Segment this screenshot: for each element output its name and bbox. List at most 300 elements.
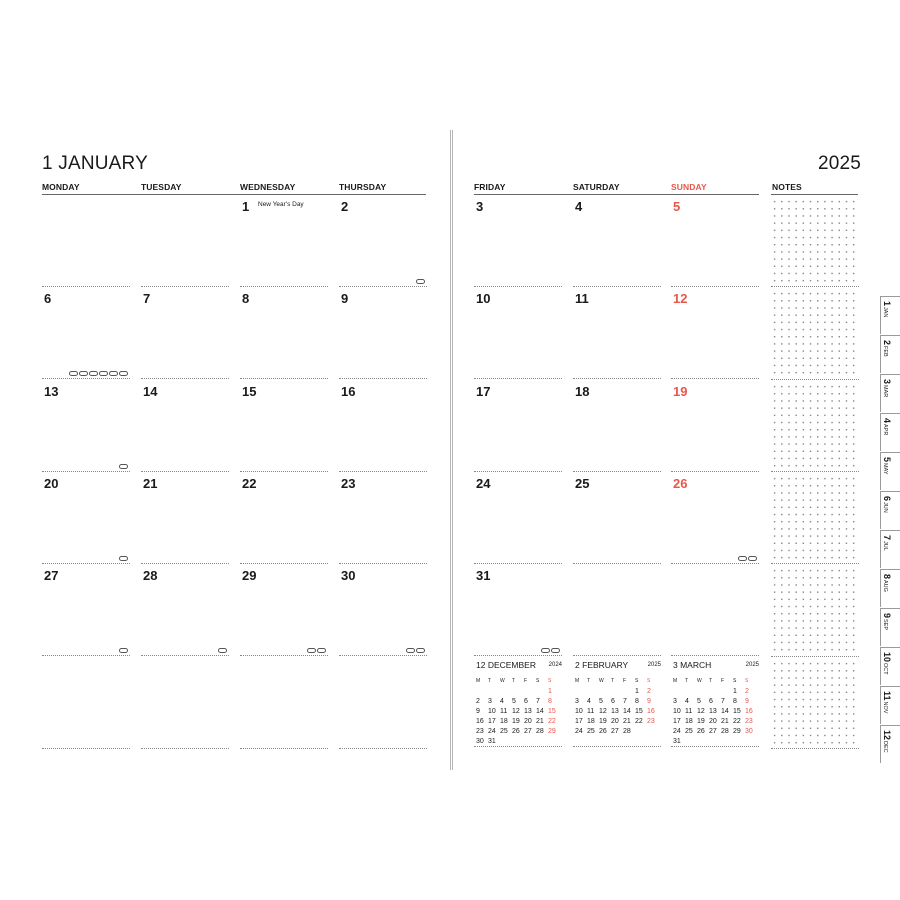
day-cell[interactable] — [240, 287, 328, 379]
moon-phase-icons — [416, 279, 425, 284]
mini-day: 25 — [685, 728, 693, 735]
mini-day: 9 — [647, 698, 651, 705]
month-tab-oct[interactable] — [880, 647, 900, 685]
moon-icon — [416, 279, 425, 284]
moon-phase-icons — [119, 648, 128, 653]
mini-weekday: T — [488, 678, 492, 684]
moon-phase-icons — [69, 371, 128, 376]
mini-day — [599, 688, 611, 697]
day-number: 30 — [341, 568, 356, 584]
cell-dotted-rule — [339, 748, 427, 749]
month-tab-dec[interactable] — [880, 725, 900, 763]
notes-dotted-rule — [771, 748, 859, 749]
moon-icon — [406, 648, 415, 653]
mini-day — [512, 688, 524, 697]
mini-day: 8 — [635, 698, 639, 705]
mini-day: 25 — [500, 728, 508, 735]
mini-day: 2 — [745, 688, 749, 695]
mini-day: 10 — [488, 708, 496, 715]
moon-icon — [317, 648, 326, 653]
month-tab-number: 10 — [882, 652, 892, 663]
mini-day: 6 — [611, 698, 615, 705]
day-cell[interactable] — [141, 657, 229, 749]
mini-day: 3 — [488, 698, 492, 705]
month-tab-label — [879, 730, 897, 753]
day-cell[interactable] — [671, 195, 759, 287]
day-cell[interactable] — [339, 287, 427, 379]
mini-dotted-rule — [474, 746, 562, 747]
mini-day: 5 — [599, 698, 603, 705]
mini-day: 18 — [500, 718, 508, 725]
moon-phase-icons — [541, 648, 560, 653]
mini-day: 26 — [599, 728, 607, 735]
moon-icon — [109, 371, 118, 376]
moon-icon — [69, 371, 78, 376]
mini-day: 16 — [745, 708, 753, 715]
day-cell[interactable] — [240, 195, 328, 287]
month-tab-label — [879, 574, 897, 592]
day-cell[interactable] — [474, 195, 562, 287]
day-cell[interactable] — [240, 657, 328, 749]
mini-day: 5 — [697, 698, 701, 705]
day-number: 4 — [575, 199, 583, 214]
month-tab-number: 3 — [882, 379, 892, 385]
mini-weekday: S — [647, 678, 651, 684]
day-cell[interactable] — [42, 287, 130, 379]
holiday-label: New Year's Day — [258, 201, 304, 208]
dayhead-wednesday: WEDNESDAY — [240, 182, 296, 192]
month-tab-label — [879, 535, 897, 551]
month-tab-month: AUG — [882, 580, 888, 592]
mini-weekday: S — [745, 678, 749, 684]
moon-icon — [738, 556, 747, 561]
mini-day — [536, 688, 548, 697]
day-cell[interactable] — [339, 195, 427, 287]
mini-day: 1 — [635, 688, 639, 695]
day-number: 3 — [476, 199, 484, 214]
mini-day: 30 — [476, 738, 484, 745]
month-title: 1 JANUARY — [42, 153, 148, 174]
mini-day: 21 — [721, 718, 729, 725]
day-cell[interactable] — [671, 564, 759, 656]
mini-day — [721, 688, 733, 697]
mini-day: 24 — [488, 728, 496, 735]
mini-day: 8 — [733, 698, 737, 705]
mini-weekday: M — [673, 678, 678, 684]
day-number: 28 — [143, 568, 158, 584]
mini-day — [697, 688, 709, 697]
mini-day — [500, 688, 512, 697]
moon-phase-icons — [307, 648, 326, 653]
day-number: 15 — [242, 383, 257, 399]
month-tab-jan[interactable] — [880, 296, 900, 334]
month-tab-month: JUL — [882, 541, 888, 551]
moon-phase-icons — [218, 648, 227, 653]
mini-day: 2 — [476, 698, 480, 705]
mini-day: 22 — [733, 718, 741, 725]
mini-day: 9 — [745, 698, 749, 705]
mini-day: 23 — [647, 718, 655, 725]
mini-weekday: T — [709, 678, 713, 684]
mini-day: 1 — [548, 688, 552, 695]
day-cell[interactable] — [573, 472, 661, 564]
mini-weekday: T — [587, 678, 591, 684]
mini-day: 16 — [647, 708, 655, 715]
mini-day: 22 — [635, 718, 643, 725]
month-tab-mar[interactable] — [880, 374, 900, 412]
day-number: 10 — [476, 291, 491, 307]
mini-day — [611, 688, 623, 697]
mini-day: 28 — [536, 728, 544, 735]
day-cell[interactable] — [339, 657, 427, 749]
mini-day: 28 — [623, 728, 631, 735]
day-number: 24 — [476, 475, 491, 491]
mini-calendar-title: 2 FEBRUARY — [575, 660, 629, 670]
month-tab-month: MAR — [882, 385, 888, 398]
day-cell[interactable] — [240, 472, 328, 564]
mini-day: 11 — [685, 708, 693, 715]
notes-label: NOTES — [772, 182, 802, 192]
mini-day — [623, 688, 635, 697]
month-tab-label — [879, 340, 897, 357]
month-tab-number: 4 — [882, 418, 892, 424]
mini-day: 29 — [733, 728, 741, 735]
day-cell[interactable] — [42, 564, 130, 656]
day-cell[interactable] — [141, 380, 229, 472]
day-number: 18 — [575, 383, 590, 399]
notes-dotted-rule — [771, 563, 859, 564]
mini-day: 27 — [709, 728, 717, 735]
day-cell[interactable] — [474, 472, 562, 564]
mini-day: 17 — [673, 718, 681, 725]
month-tab-month: OCT — [882, 663, 888, 675]
moon-icon — [119, 556, 128, 561]
month-tab-jun[interactable] — [880, 491, 900, 529]
day-number: 21 — [143, 475, 158, 491]
mini-day: 10 — [673, 708, 681, 715]
month-tab-label — [879, 652, 897, 675]
mini-day: 20 — [611, 718, 619, 725]
mini-day: 2 — [647, 688, 651, 695]
cell-dotted-rule — [240, 748, 328, 749]
mini-day: 17 — [575, 718, 583, 725]
mini-day: 13 — [611, 708, 619, 715]
mini-day: 31 — [673, 738, 681, 745]
day-cell[interactable] — [474, 380, 562, 472]
mini-day: 13 — [709, 708, 717, 715]
day-cell[interactable] — [240, 380, 328, 472]
moon-phase-icons — [119, 556, 128, 561]
month-tab-sep[interactable] — [880, 608, 900, 646]
mini-day: 14 — [721, 708, 729, 715]
mini-day: 14 — [623, 708, 631, 715]
notes-dot-grid — [771, 198, 859, 284]
mini-day: 12 — [512, 708, 520, 715]
mini-day: 22 — [548, 718, 556, 725]
mini-day: 3 — [575, 698, 579, 705]
month-tab-month: MAY — [882, 463, 888, 475]
mini-weekday: T — [611, 678, 615, 684]
mini-day: 11 — [500, 708, 508, 715]
month-tab-month: SEP — [882, 619, 888, 631]
day-cell[interactable] — [42, 472, 130, 564]
dayhead-saturday: SATURDAY — [573, 182, 620, 192]
month-tab-number: 11 — [882, 691, 892, 701]
mini-day — [587, 688, 599, 697]
mini-day: 7 — [536, 698, 540, 705]
moon-icon — [119, 464, 128, 469]
notes-dot-grid — [771, 475, 859, 561]
mini-day: 7 — [721, 698, 725, 705]
year-title: 2025 — [818, 153, 862, 174]
month-tab-month: APR — [882, 424, 888, 436]
mini-day — [709, 688, 721, 697]
dayhead-sunday: SUNDAY — [671, 182, 707, 192]
month-tab-month: FEB — [882, 346, 888, 357]
month-tab-apr[interactable] — [880, 413, 900, 451]
day-cell[interactable] — [42, 380, 130, 472]
month-tab-number: 5 — [882, 457, 892, 463]
mini-day: 15 — [733, 708, 741, 715]
day-cell[interactable] — [42, 195, 130, 287]
mini-day: 12 — [697, 708, 705, 715]
mini-day: 24 — [575, 728, 583, 735]
mini-day — [685, 688, 697, 697]
month-tab-number: 1 — [882, 301, 892, 307]
dayhead-friday: FRIDAY — [474, 182, 506, 192]
notes-dotted-rule — [771, 656, 859, 657]
mini-day: 11 — [587, 708, 595, 715]
month-tab-number: 12 — [882, 730, 892, 741]
month-tab-jul[interactable] — [880, 530, 900, 568]
mini-day: 29 — [548, 728, 556, 735]
mini-day: 15 — [548, 708, 556, 715]
dayhead-monday: MONDAY — [42, 182, 80, 192]
notes-dotted-rule — [771, 286, 859, 287]
mini-weekday: T — [685, 678, 689, 684]
mini-day: 12 — [599, 708, 607, 715]
cell-dotted-rule — [573, 655, 661, 656]
day-cell[interactable] — [573, 380, 661, 472]
day-cell[interactable] — [671, 472, 759, 564]
month-tab-number: 2 — [882, 340, 892, 346]
mini-day: 26 — [512, 728, 520, 735]
notes-dotted-rule — [771, 379, 859, 380]
notes-dot-grid — [771, 660, 859, 746]
day-number: 7 — [143, 291, 151, 307]
mini-weekday: W — [697, 678, 702, 684]
mini-day: 28 — [721, 728, 729, 735]
mini-calendar-year: 2025 — [647, 662, 661, 668]
day-number: 20 — [44, 475, 59, 491]
month-tab-number: 9 — [882, 613, 892, 619]
day-cell[interactable] — [141, 287, 229, 379]
moon-icon — [416, 648, 425, 653]
day-cell[interactable] — [240, 564, 328, 656]
day-cell[interactable] — [339, 564, 427, 656]
day-cell[interactable] — [671, 287, 759, 379]
mini-weekday: S — [635, 678, 639, 684]
mini-calendar-title: 3 MARCH — [673, 660, 712, 670]
month-tab-nov[interactable] — [880, 686, 900, 724]
month-tab-label — [879, 496, 897, 513]
cell-dotted-rule — [42, 748, 130, 749]
day-cell[interactable] — [141, 472, 229, 564]
month-tab-month: DEC — [882, 741, 888, 753]
day-number: 17 — [476, 383, 491, 399]
day-cell[interactable] — [671, 380, 759, 472]
moon-icon — [119, 371, 128, 376]
day-cell[interactable] — [474, 287, 562, 379]
mini-day: 18 — [587, 718, 595, 725]
moon-phase-icons — [406, 648, 425, 653]
day-number: 27 — [44, 568, 59, 584]
mini-calendar-grid — [673, 678, 757, 747]
mini-day: 25 — [587, 728, 595, 735]
day-number: 16 — [341, 383, 356, 399]
mini-day: 19 — [599, 718, 607, 725]
day-number: 1 — [242, 199, 250, 214]
day-number: 23 — [341, 475, 356, 491]
month-tab-label — [879, 379, 897, 397]
month-tab-feb[interactable] — [880, 335, 900, 373]
mini-weekday: W — [599, 678, 604, 684]
moon-icon — [541, 648, 550, 653]
mini-weekday: M — [476, 678, 481, 684]
mini-day: 30 — [745, 728, 753, 735]
mini-day — [635, 728, 647, 737]
month-tab-aug[interactable] — [880, 569, 900, 607]
month-tab-label — [879, 613, 897, 630]
day-number: 5 — [673, 199, 681, 214]
day-cell[interactable] — [42, 657, 130, 749]
day-number: 2 — [341, 199, 349, 214]
mini-dotted-rule — [573, 746, 661, 747]
mini-day: 4 — [685, 698, 689, 705]
day-number: 8 — [242, 291, 250, 307]
moon-phase-icons — [119, 464, 128, 469]
day-cell[interactable] — [141, 564, 229, 656]
mini-calendar-title: 12 DECEMBER — [476, 660, 536, 670]
mini-weekday: T — [512, 678, 516, 684]
moon-icon — [99, 371, 108, 376]
month-tab-label — [879, 691, 897, 713]
mini-day: 27 — [524, 728, 532, 735]
notes-header-rule — [771, 194, 858, 195]
mini-calendar-year: 2025 — [745, 662, 759, 668]
day-cell[interactable] — [573, 564, 661, 656]
mini-day: 24 — [673, 728, 681, 735]
mini-day: 9 — [476, 708, 480, 715]
day-number: 26 — [673, 475, 688, 491]
mini-day: 6 — [524, 698, 528, 705]
day-number: 6 — [44, 291, 52, 307]
mini-day: 5 — [512, 698, 516, 705]
mini-day: 17 — [488, 718, 496, 725]
mini-day: 21 — [623, 718, 631, 725]
month-tab-number: 6 — [882, 496, 892, 502]
mini-day: 1 — [733, 688, 737, 695]
mini-day: 23 — [745, 718, 753, 725]
mini-calendar-year: 2024 — [548, 662, 562, 668]
mini-day: 27 — [611, 728, 619, 735]
cell-dotted-rule — [474, 655, 562, 656]
mini-day: 18 — [685, 718, 693, 725]
mini-day — [575, 688, 587, 697]
month-tab-may[interactable] — [880, 452, 900, 490]
mini-day — [673, 688, 685, 697]
mini-day: 19 — [697, 718, 705, 725]
mini-day: 31 — [488, 738, 496, 745]
mini-calendar-grid — [575, 678, 659, 737]
mini-day: 15 — [635, 708, 643, 715]
mini-day — [524, 688, 536, 697]
day-number: 13 — [44, 383, 59, 399]
dayhead-tuesday: TUESDAY — [141, 182, 182, 192]
moon-icon — [551, 648, 560, 653]
month-tab-label — [879, 301, 897, 317]
mini-day: 4 — [587, 698, 591, 705]
moon-icon — [119, 648, 128, 653]
day-cell[interactable] — [573, 287, 661, 379]
day-cell[interactable] — [573, 195, 661, 287]
mini-dotted-rule — [671, 746, 759, 747]
mini-day: 4 — [500, 698, 504, 705]
day-number: 19 — [673, 383, 688, 399]
notes-dot-grid — [771, 567, 859, 653]
mini-weekday: S — [548, 678, 552, 684]
mini-calendar-grid — [476, 678, 560, 747]
mini-day: 6 — [709, 698, 713, 705]
mini-day: 21 — [536, 718, 544, 725]
day-cell[interactable] — [339, 380, 427, 472]
day-number: 31 — [476, 568, 491, 584]
month-tab-label — [879, 418, 897, 435]
mini-day: 13 — [524, 708, 532, 715]
mini-day: 23 — [476, 728, 484, 735]
mini-weekday: F — [721, 678, 725, 684]
dayhead-thursday: THURSDAY — [339, 182, 387, 192]
day-cell[interactable] — [339, 472, 427, 564]
day-number: 9 — [341, 291, 349, 307]
cell-dotted-rule — [671, 655, 759, 656]
day-number: 29 — [242, 568, 257, 584]
moon-icon — [89, 371, 98, 376]
month-tab-number: 7 — [882, 535, 892, 541]
mini-weekday: W — [500, 678, 505, 684]
day-cell[interactable] — [141, 195, 229, 287]
month-tab-month: JAN — [882, 307, 888, 318]
moon-icon — [218, 648, 227, 653]
mini-day: 20 — [524, 718, 532, 725]
day-number: 11 — [575, 291, 589, 307]
month-tab-month: JUN — [882, 502, 888, 513]
mini-day: 8 — [548, 698, 552, 705]
mini-day: 14 — [536, 708, 544, 715]
mini-weekday: S — [733, 678, 737, 684]
mini-weekday: F — [524, 678, 528, 684]
mini-day: 10 — [575, 708, 583, 715]
moon-phase-icons — [738, 556, 757, 561]
day-number: 12 — [673, 291, 688, 307]
mini-day — [476, 688, 488, 697]
mini-weekday: F — [623, 678, 627, 684]
month-tab-label — [879, 457, 897, 475]
mini-day: 3 — [673, 698, 677, 705]
cell-dotted-rule — [141, 748, 229, 749]
mini-day: 7 — [623, 698, 627, 705]
day-cell[interactable] — [474, 564, 562, 656]
